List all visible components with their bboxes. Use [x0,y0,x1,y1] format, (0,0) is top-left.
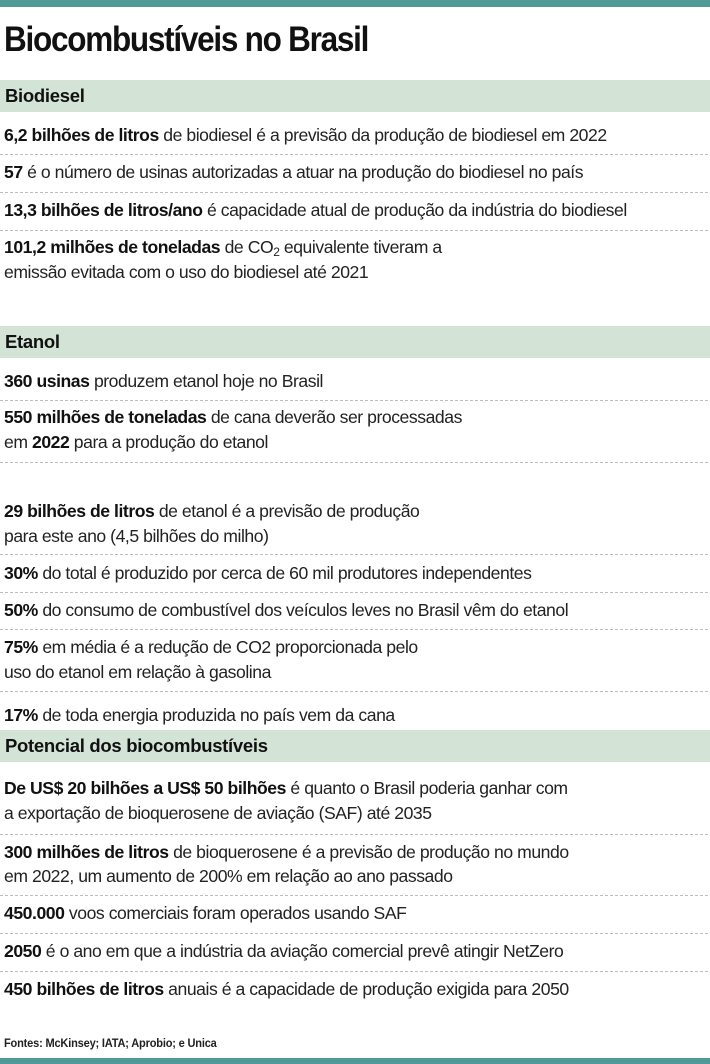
fact-text: do consumo de combustível dos veículos leves no Brasil vêm do etanol [42,600,569,620]
fact-row [0,691,708,731]
fact-text: de biodiesel é a previsão da produção de biodiesel em 2022 [163,125,607,145]
fact-text: é capacidade atual de produção da indústria do biodiesel [206,200,627,220]
fact-row [0,230,708,292]
fact-text: de toda energia produzida no país vem da cana [42,705,395,725]
section-heading-band [0,730,710,762]
fact-highlight: 13,3 bilhões de litros/ano [4,200,203,220]
fact-highlight: 29 bilhões de litros [4,501,155,521]
fact-row [0,362,708,401]
bottom-accent-bar [0,1058,710,1064]
fact-highlight: 101,2 milhões de toneladas [4,237,221,257]
fact-highlight: 450 bilhões de litros [4,979,164,999]
fact-text: uso do etanol em relação à gasolina [4,662,271,682]
fact-row [0,192,708,231]
fact-text: em [4,432,28,452]
fact-highlight: 2022 [32,432,70,452]
fact-text: em média é a redução de CO2 proporcionada pelo [42,637,418,657]
fact-highlight: 57 [4,162,23,182]
fact-row [0,554,708,593]
fact-text: equivalente tiveram a [283,237,442,257]
fact-text: para a produção do etanol [73,432,268,452]
fact-row [0,772,708,835]
fact-row [0,933,708,972]
fact-highlight: 50% [4,600,38,620]
fact-text: é o ano em que a indústria da aviação comercial prevê atingir NetZero [45,941,564,961]
page-title: Biocombustíveis no Brasil [4,20,369,59]
fact-text: em 2022, um aumento de 200% em relação ao ano passado [4,866,453,886]
section-heading-band [0,80,710,112]
top-accent-bar [0,0,710,7]
fact-text: de cana deverão ser processadas [210,407,462,427]
source-credit: Fontes: McKinsey; IATA; Aprobio; e Unica [4,1036,217,1050]
fact-row [0,400,708,463]
fact-row [0,895,708,934]
section-heading: Biodiesel [5,85,85,106]
section-heading: Potencial dos biocombustíveis [5,735,268,756]
fact-row [0,592,708,630]
fact-highlight: 75% [4,637,38,657]
fact-row [0,834,708,896]
fact-highlight: 300 milhões de litros [4,842,169,862]
fact-row [0,462,708,555]
fact-text: do total é produzido por cerca de 60 mil produtores independentes [42,563,532,583]
fact-row [0,629,708,692]
fact-row [0,971,708,1009]
fact-text: de CO [224,237,274,257]
subscript: 2 [273,245,280,259]
fact-text: de etanol é a previsão de produção [158,501,420,521]
fact-highlight: 2050 [4,941,42,961]
fact-text: é o número de usinas autorizadas a atuar na produção do biodiesel no país [27,162,584,182]
fact-highlight: De US$ 20 bilhões a US$ 50 bilhões [4,778,286,798]
fact-text: de bioquerosene é a previsão de produção no mundo [173,842,569,862]
fact-text: para este ano (4,5 bilhões do milho) [4,526,269,546]
section-heading-band [0,326,710,358]
fact-text: anuais é a capacidade de produção exigida para 2050 [168,979,569,999]
fact-text: emissão evitada com o uso do biodiesel até 2021 [4,262,369,282]
fact-row [0,154,708,193]
fact-text: a exportação de bioquerosene de aviação (SAF) até 2035 [4,803,432,823]
fact-highlight: 6,2 bilhões de litros [4,125,159,145]
fact-highlight: 30% [4,563,38,583]
fact-highlight: 360 usinas [4,371,90,391]
fact-highlight: 17% [4,705,38,725]
fact-text: produzem etanol hoje no Brasil [93,371,323,391]
section-heading: Etanol [5,331,60,352]
section-biodiesel [0,80,710,282]
fact-highlight: 450.000 [4,903,65,923]
section-etanol [0,326,710,725]
fact-row [0,117,708,155]
fact-text: é quanto o Brasil poderia ganhar com [290,778,568,798]
fact-highlight: 550 milhões de toneladas [4,407,207,427]
section-potencial [0,730,710,999]
fact-text: voos comerciais foram operados usando SAF [68,903,407,923]
